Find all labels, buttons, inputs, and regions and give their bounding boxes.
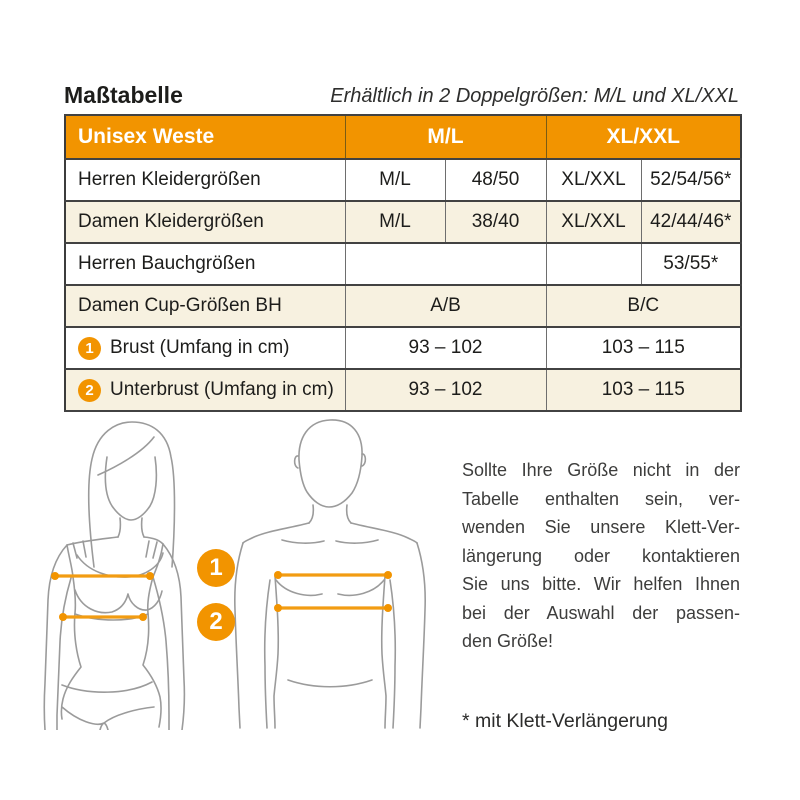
size-cell: XL/XXL — [546, 159, 641, 201]
info-line: Sie uns bitte. Wir helfen Ihnen — [462, 574, 740, 594]
size-cell: 93 – 102 — [345, 327, 546, 369]
size-cell: 38/40 — [445, 201, 546, 243]
info-text — [462, 456, 740, 656]
female-briefs — [62, 682, 154, 730]
size-cell — [345, 243, 546, 285]
male-shoulders — [243, 523, 417, 543]
male-waistband — [288, 680, 372, 687]
male-ears — [295, 454, 366, 468]
size-cell: XL/XXL — [546, 201, 641, 243]
male-head — [299, 420, 362, 507]
table-header-product: Unisex Weste — [65, 115, 345, 159]
male-torso-right — [382, 576, 386, 728]
female-straps — [73, 541, 157, 558]
size-cell — [546, 243, 641, 285]
male-arm-left — [235, 543, 270, 728]
row-damen-cup-groessen — [65, 285, 741, 327]
size-cell: 42/44/46* — [641, 201, 741, 243]
male-torso-left — [274, 576, 278, 728]
male-pec-lines — [276, 580, 384, 595]
measure-2-marker: 2 — [78, 379, 101, 402]
row-herren-bauchgroessen — [65, 243, 741, 285]
info-line: wenden Sie unsere Klett-Ver- — [462, 517, 740, 537]
row-label: Damen Kleidergrößen — [65, 201, 345, 243]
size-cell: M/L — [345, 159, 445, 201]
table-header-xlxxl: XL/XXL — [546, 115, 741, 159]
table-header-ml: M/L — [345, 115, 546, 159]
size-cell: 52/54/56* — [641, 159, 741, 201]
size-cell: 53/55* — [641, 243, 741, 285]
female-face — [105, 457, 156, 520]
info-line: den Größe! — [462, 631, 554, 651]
size-cell: 48/50 — [445, 159, 546, 201]
measure-1-badge — [197, 549, 235, 587]
row-label: Herren Kleidergrößen — [65, 159, 345, 201]
size-cell: 103 – 115 — [546, 369, 741, 411]
info-line: längerung oder kontaktieren — [462, 545, 740, 566]
info-line: bei der Auswahl der passen- — [462, 602, 740, 623]
row-unterbrust-umfang — [65, 369, 741, 411]
measure-1-number: 1 — [209, 554, 223, 581]
measure-2-badge — [197, 603, 235, 641]
row-label: Herren Bauchgrößen — [65, 243, 345, 285]
female-arm-left — [44, 545, 71, 730]
measure-1-marker: 1 — [78, 337, 101, 360]
size-cell: M/L — [345, 201, 445, 243]
male-figure — [230, 410, 460, 730]
row-herren-kleidergroessen — [65, 159, 741, 201]
row-label-text: Brust (Umfang in cm) — [110, 337, 290, 358]
female-figure — [40, 415, 212, 730]
female-arm-right — [153, 544, 184, 730]
row-label: Damen Cup-Größen BH — [65, 285, 345, 327]
female-torso-left — [61, 545, 81, 719]
row-label — [65, 369, 345, 411]
info-line: Sollte Ihre Größe nicht in der — [462, 460, 740, 480]
female-neck — [118, 518, 144, 537]
female-hair — [89, 422, 175, 567]
size-cell: A/B — [345, 285, 546, 327]
info-line: Tabelle enthalten sein, ver- — [462, 488, 740, 509]
female-torso-right — [143, 544, 163, 727]
row-label-text: Unterbrust (Umfang in cm) — [110, 379, 334, 400]
availability-note: Erhältlich in 2 Doppelgrößen: M/L und XL/XXL — [330, 85, 739, 107]
row-brust-umfang — [65, 327, 741, 369]
size-cell: B/C — [546, 285, 741, 327]
row-damen-kleidergroessen — [65, 201, 741, 243]
table-header-row — [65, 115, 741, 159]
size-cell: 103 – 115 — [546, 327, 741, 369]
footnote: * mit Klett-Verlängerung — [462, 710, 668, 732]
row-label — [65, 327, 345, 369]
size-cell: 93 – 102 — [345, 369, 546, 411]
page-title: Maßtabelle — [64, 82, 183, 108]
measure-2-number: 2 — [209, 608, 223, 635]
size-table — [64, 114, 742, 412]
male-collarbones — [282, 540, 378, 543]
male-arm-right — [390, 543, 425, 728]
